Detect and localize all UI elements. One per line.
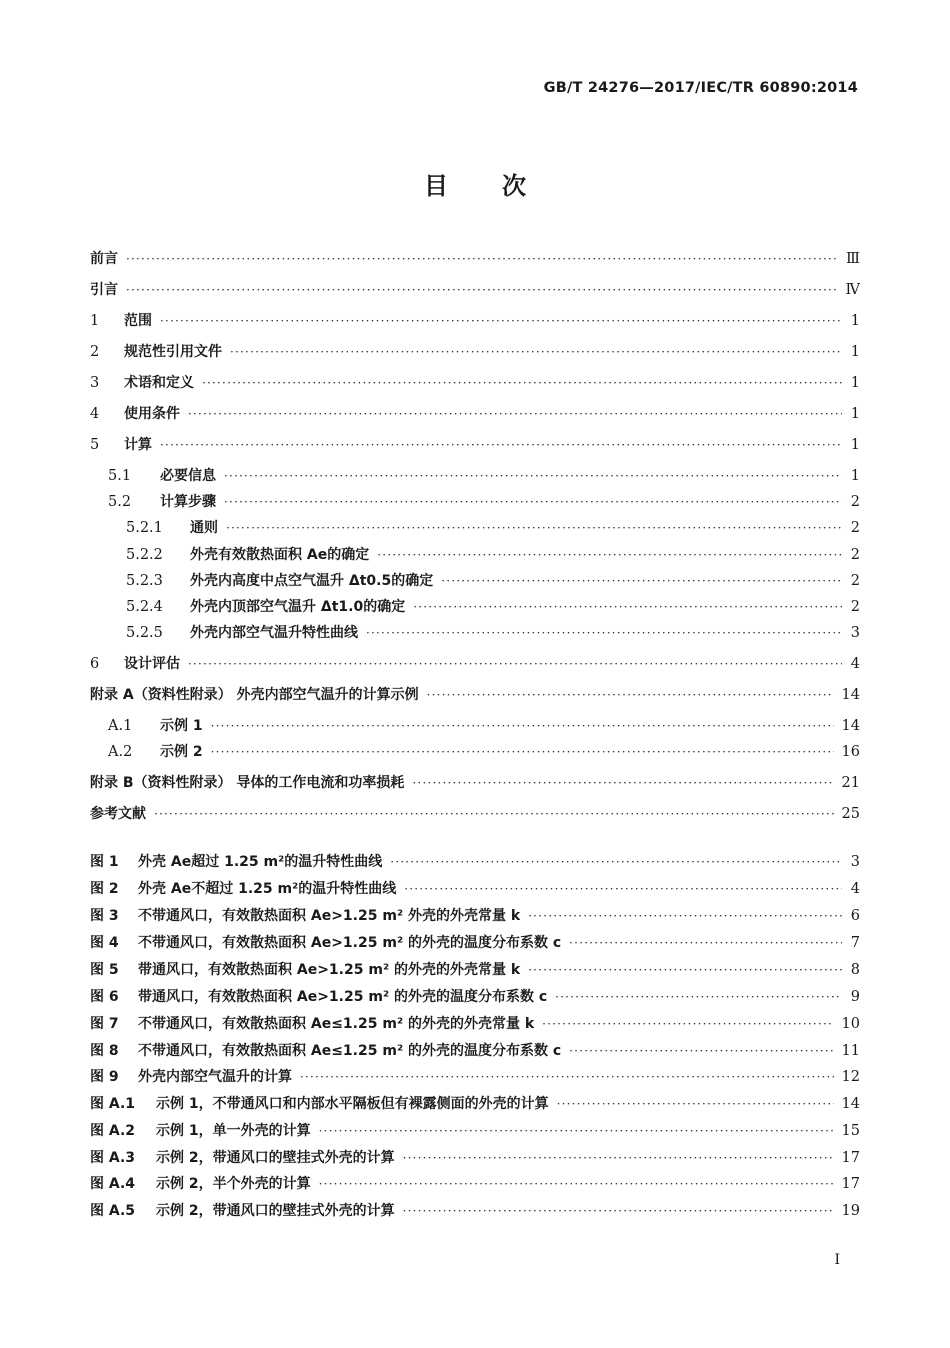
- toc-entry-number: 5.2.4: [126, 599, 163, 615]
- figure-entry-page: 8: [850, 962, 860, 978]
- dot-leader: [412, 776, 833, 790]
- toc-entry-number: 5.2.1: [126, 520, 163, 536]
- toc-entry[interactable]: [90, 310, 860, 330]
- figure-entry-page: 6: [850, 908, 860, 924]
- toc-entry-page: 2: [850, 547, 860, 563]
- dot-leader: [557, 1097, 834, 1111]
- dot-leader: [542, 1017, 833, 1031]
- toc-entry[interactable]: [126, 622, 860, 642]
- toc-entry-page: 1: [850, 344, 860, 360]
- toc-entry-number: 4: [90, 406, 100, 422]
- figure-entry-number: 图 8: [90, 1043, 119, 1059]
- toc-entry[interactable]: [126, 544, 860, 564]
- toc-entry-number: 1: [90, 313, 100, 329]
- figure-entry-page: 12: [841, 1069, 860, 1085]
- toc-entry-label: 外壳内高度中点空气温升 Δt0.5的确定: [190, 573, 434, 589]
- figure-entry[interactable]: [90, 932, 860, 952]
- figure-entry[interactable]: [90, 878, 860, 898]
- toc-entry-label: 引言: [90, 282, 118, 298]
- page-number: I: [834, 1252, 840, 1268]
- figure-entry[interactable]: [90, 1120, 860, 1140]
- toc-entry-label: 计算步骤: [160, 494, 216, 510]
- figure-entry-label: 外壳 Ae超过 1.25 m²的温升特性曲线: [138, 854, 383, 870]
- figure-entry-label: 示例 1，不带通风口和内部水平隔板但有裸露侧面的外壳的计算: [156, 1096, 549, 1112]
- toc-entry[interactable]: [90, 341, 860, 361]
- figure-entry-page: 3: [850, 854, 860, 870]
- dot-leader: [555, 990, 842, 1004]
- toc-entry-number: 6: [90, 656, 100, 672]
- figure-entry-label: 外壳内部空气温升的计算: [138, 1069, 292, 1085]
- figure-entry-number: 图 3: [90, 908, 119, 924]
- figure-entry-page: 15: [841, 1123, 860, 1139]
- figure-entry-label: 示例 1，单一外壳的计算: [156, 1123, 311, 1139]
- toc-entry-page: 14: [841, 687, 860, 703]
- toc-entry-label: 计算: [124, 437, 152, 453]
- dot-leader: [154, 807, 834, 821]
- toc-entry[interactable]: [90, 248, 860, 268]
- toc-entry-label: 前言: [90, 251, 118, 267]
- toc-entry-number: 5.2.3: [126, 573, 163, 589]
- toc-entry[interactable]: [90, 279, 860, 299]
- figure-entry-page: 17: [841, 1176, 860, 1192]
- toc-entry-label: 通则: [190, 520, 218, 536]
- figure-entry[interactable]: [90, 1147, 860, 1167]
- figure-entry-page: 4: [850, 881, 860, 897]
- figure-entry-number: 图 7: [90, 1016, 119, 1032]
- toc-entry-number: 5.2.5: [126, 625, 163, 641]
- dot-leader: [427, 688, 834, 702]
- toc-entry-label: 示例 2: [160, 744, 203, 760]
- dot-leader: [226, 521, 842, 535]
- figure-entry-page: 11: [841, 1043, 860, 1059]
- dot-leader: [300, 1070, 834, 1084]
- dot-leader: [413, 600, 842, 614]
- dot-leader: [569, 936, 842, 950]
- dot-leader: [202, 376, 842, 390]
- dot-leader: [528, 909, 842, 923]
- toc-entry-page: 2: [850, 520, 860, 536]
- toc-entry[interactable]: [90, 434, 860, 454]
- toc-entry[interactable]: [126, 570, 860, 590]
- toc-entry-number: 3: [90, 375, 100, 391]
- toc-entry-page: 1: [850, 437, 860, 453]
- figure-entry-label: 不带通风口，有效散热面积 Ae≤1.25 m² 的外壳的温度分布系数 c: [138, 1043, 562, 1059]
- toc-entry-page: 1: [850, 375, 860, 391]
- figure-entry[interactable]: [90, 1200, 860, 1220]
- figure-entry-page: 7: [850, 935, 860, 951]
- dot-leader: [224, 495, 842, 509]
- toc-entry-page: 2: [850, 573, 860, 589]
- toc-entry-label: 示例 1: [160, 718, 203, 734]
- figure-entry[interactable]: [90, 1040, 860, 1060]
- toc-entry-page: 25: [841, 806, 860, 822]
- toc-entry-number: 5.2.2: [126, 547, 163, 563]
- figure-entry-number: 图 2: [90, 881, 119, 897]
- toc-entry-number: A.2: [108, 744, 133, 760]
- toc-entry-label: 外壳有效散热面积 Ae的确定: [190, 547, 370, 563]
- figure-entry-number: 图 1: [90, 854, 119, 870]
- dot-leader: [160, 314, 842, 328]
- toc-entry-label: 术语和定义: [124, 375, 194, 391]
- toc-entry-page: 2: [850, 599, 860, 615]
- figure-entry-label: 示例 2，带通风口的壁挂式外壳的计算: [156, 1203, 395, 1219]
- toc-entry-number: 2: [90, 344, 100, 360]
- toc-entry[interactable]: [108, 491, 860, 511]
- dot-leader: [211, 745, 834, 759]
- toc-entry-number: 5.1: [108, 468, 132, 484]
- standard-number: GB/T 24276—2017/IEC/TR 60890:2014: [543, 80, 858, 96]
- figure-entry[interactable]: [90, 851, 860, 871]
- dot-leader: [211, 719, 834, 733]
- figure-entry[interactable]: [90, 959, 860, 979]
- toc-entry[interactable]: [126, 596, 860, 616]
- figure-entry-number: 图 9: [90, 1069, 119, 1085]
- toc-entry-page: 1: [850, 406, 860, 422]
- dot-leader: [404, 882, 842, 896]
- figure-entry[interactable]: [90, 1093, 860, 1113]
- dot-leader: [377, 548, 842, 562]
- toc-entry-number: 5.2: [108, 494, 132, 510]
- figure-entry-label: 示例 2，带通风口的壁挂式外壳的计算: [156, 1150, 395, 1166]
- dot-leader: [224, 469, 842, 483]
- toc-entry[interactable]: [108, 741, 860, 761]
- figure-entry-number: 图 A.2: [90, 1123, 136, 1139]
- toc-entry-page: 4: [850, 656, 860, 672]
- toc-entry-label: 外壳内顶部空气温升 Δt1.0的确定: [190, 599, 406, 615]
- figure-entry-label: 不带通风口，有效散热面积 Ae>1.25 m² 的外壳的温度分布系数 c: [138, 935, 562, 951]
- figure-entry[interactable]: [90, 1066, 860, 1086]
- toc-entry-label: 设计评估: [124, 656, 180, 672]
- toc-entry[interactable]: [90, 772, 860, 792]
- dot-leader: [390, 855, 842, 869]
- dot-leader: [366, 626, 842, 640]
- dot-leader: [319, 1177, 834, 1191]
- figure-entry-number: 图 A.5: [90, 1203, 136, 1219]
- toc-entry[interactable]: [90, 803, 860, 823]
- figure-entry-page: 17: [841, 1150, 860, 1166]
- figure-entry-label: 不带通风口，有效散热面积 Ae≤1.25 m² 的外壳的外壳常量 k: [138, 1016, 535, 1032]
- figure-entry-number: 图 4: [90, 935, 119, 951]
- figure-entry-number: 图 6: [90, 989, 119, 1005]
- toc-entry[interactable]: [90, 653, 860, 673]
- title-char-2: 次: [502, 172, 526, 200]
- toc-entry-page: 21: [841, 775, 860, 791]
- dot-leader: [160, 438, 842, 452]
- toc-entry-page: 1: [850, 468, 860, 484]
- toc-entry-page: Ⅲ: [846, 251, 860, 267]
- figure-entry-page: 10: [841, 1016, 860, 1032]
- toc-entry[interactable]: [126, 517, 860, 537]
- dot-leader: [403, 1151, 834, 1165]
- figure-entry-label: 带通风口，有效散热面积 Ae>1.25 m² 的外壳的温度分布系数 c: [138, 989, 548, 1005]
- toc-entry-label: 必要信息: [160, 468, 216, 484]
- figure-entry-number: 图 A.1: [90, 1096, 136, 1112]
- toc-entry[interactable]: [108, 465, 860, 485]
- figure-entry-label: 带通风口，有效散热面积 Ae>1.25 m² 的外壳的外壳常量 k: [138, 962, 521, 978]
- figure-entry[interactable]: [90, 986, 860, 1006]
- toc-entry-number: 5: [90, 437, 100, 453]
- dot-leader: [188, 407, 842, 421]
- dot-leader: [230, 345, 842, 359]
- toc-entry[interactable]: [108, 715, 860, 735]
- toc-entry-page: 14: [841, 718, 860, 734]
- figure-entry-label: 不带通风口，有效散热面积 Ae>1.25 m² 外壳的外壳常量 k: [138, 908, 521, 924]
- toc-entry-page: 1: [850, 313, 860, 329]
- figure-entry-label: 示例 2，半个外壳的计算: [156, 1176, 311, 1192]
- toc-entry[interactable]: [90, 684, 860, 704]
- dot-leader: [441, 574, 842, 588]
- toc-entry-label: 附录 B（资料性附录） 导体的工作电流和功率损耗: [90, 775, 405, 791]
- figure-entry-page: 19: [841, 1203, 860, 1219]
- toc-entry-label: 规范性引用文件: [124, 344, 222, 360]
- toc-entry[interactable]: [90, 372, 860, 392]
- figure-entry-number: 图 5: [90, 962, 119, 978]
- toc-entry-label: 范围: [124, 313, 152, 329]
- toc-entry-label: 外壳内部空气温升特性曲线: [190, 625, 358, 641]
- toc-entry-page: Ⅳ: [845, 282, 860, 298]
- dot-leader: [319, 1124, 834, 1138]
- figure-entry[interactable]: [90, 1013, 860, 1033]
- figure-entry[interactable]: [90, 1173, 860, 1193]
- toc-entry-page: 16: [841, 744, 860, 760]
- figure-entry-page: 9: [850, 989, 860, 1005]
- page-title: [0, 166, 950, 201]
- toc-entry-page: 3: [850, 625, 860, 641]
- toc-entry-label: 参考文献: [90, 806, 146, 822]
- toc-entry-label: 使用条件: [124, 406, 180, 422]
- figure-entry-page: 14: [841, 1096, 860, 1112]
- figure-entry-label: 外壳 Ae不超过 1.25 m²的温升特性曲线: [138, 881, 397, 897]
- figure-entry[interactable]: [90, 905, 860, 925]
- title-char-1: 目: [424, 172, 448, 200]
- dot-leader: [528, 963, 842, 977]
- dot-leader: [569, 1044, 833, 1058]
- dot-leader: [126, 283, 838, 297]
- figure-entry-number: 图 A.4: [90, 1176, 136, 1192]
- toc-entry-label: 附录 A（资料性附录） 外壳内部空气温升的计算示例: [90, 687, 419, 703]
- figure-entry-number: 图 A.3: [90, 1150, 136, 1166]
- dot-leader: [188, 657, 842, 671]
- dot-leader: [403, 1204, 834, 1218]
- toc-entry-page: 2: [850, 494, 860, 510]
- dot-leader: [126, 252, 838, 266]
- toc-entry[interactable]: [90, 403, 860, 423]
- toc-entry-number: A.1: [108, 718, 133, 734]
